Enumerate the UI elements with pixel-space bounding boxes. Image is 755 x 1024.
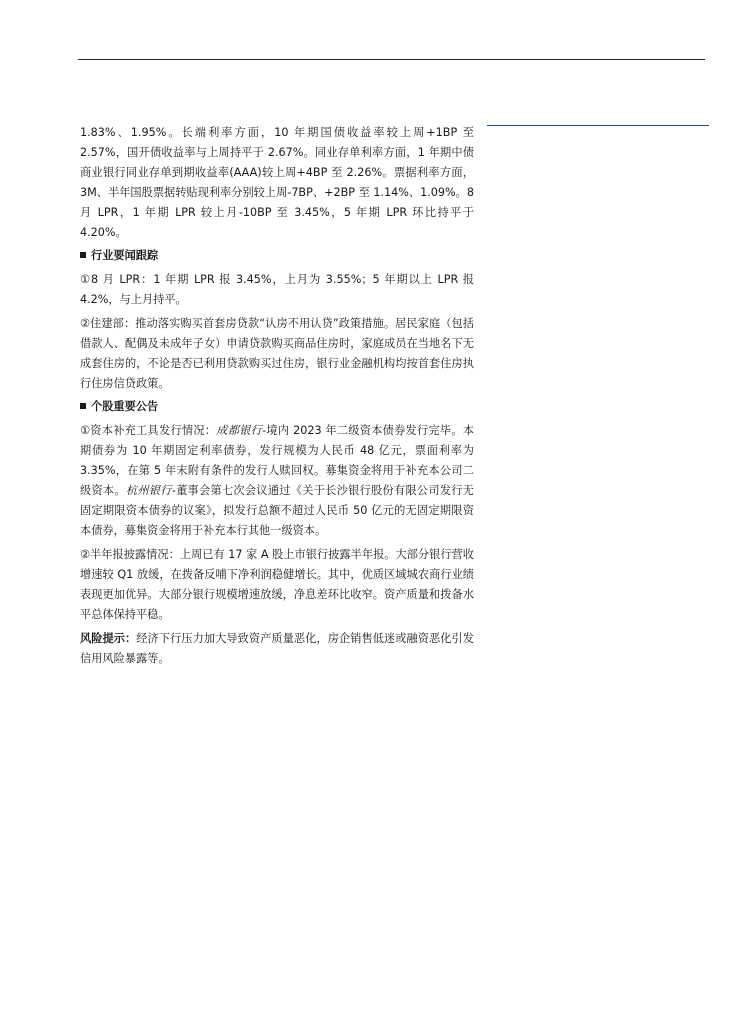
stock-announcement-item-1	[80, 421, 474, 541]
industry-news-item-2: ②住建部：推动落实购买首套房贷款“认房不用认贷”政策措施。居民家庭（包括借款人、配偶及未成年子女）申请贷款购买商品住房时，家庭成员在当地名下无成套住房的，不论是否已利用贷款购买过住房，银行业金融机构均按首套住房执行住房信贷政策。	[80, 317, 474, 390]
square-bullet-icon	[80, 252, 86, 258]
industry-news-heading-text: 行业要闻跟踪	[91, 249, 159, 262]
bank-name-chengdu: 成都银行-	[216, 424, 267, 437]
stock-announcement-item-2: ②半年报披露情况：上周已有 17 家 A 股上市银行披露半年报。大部分银行营收增速较 Q1 放缓，在拨备反哺下净利润稳健增长。其中，优质区域城农商行业绩表现更加优异。大部分银行规模增速放缓，净息差环比收窄。资产质量和拨备水平总体保持平稳。	[80, 548, 474, 621]
bank-name-hangzhou: 杭州银行-	[125, 484, 176, 497]
risk-warning	[80, 629, 474, 669]
stock-announcements-heading	[80, 397, 474, 417]
industry-news-item-1: ①8 月 LPR：1 年期 LPR 报 3.45%，上月为 3.55%；5 年期以上 LPR 报 4.2%，与上月持平。	[80, 273, 474, 306]
capital-tool-prefix: ①资本补充工具发行情况：	[80, 424, 217, 437]
report-body	[80, 123, 474, 672]
hangzhou-bank-text: 董事会第七次会议通过《关于长沙银行股份有限公司发行无固定期限资本债券的议案》，拟发行总额不超过人民币 50 亿元的无固定期限资本债券，募集资金将用于补充本行其他一级资本。	[80, 484, 474, 537]
rates-paragraph: 1.83%、1.95%。长端利率方面，10 年期国债收益率较上周+1BP 至 2.57%，国开债收益率与上周持平于 2.67%。同业存单利率方面，1 年期中债商业银行同业存单到期收益率(AAA)较上周+4BP 至 2.26%。票据利率方面，3M、半年国股票据转贴现利率分别较上周-7BP、+2BP 至 1.14%、1.09%。8 月 LPR，1 年期 LPR 较上月-10BP 至 3.45%，5 年期 LPR 环比持平于 4.20%。	[80, 126, 474, 239]
chengdu-bank-text: 境内 2023 年二级资本债券发行完毕。本期债券为 10 年期固定利率债券，发行规模为人民币 48 亿元，票面利率为 3.35%，在第 5 年末附有条件的发行人赎回权。募集资金将用于补充本公司二级资本。	[80, 424, 474, 497]
header-rule	[78, 59, 705, 60]
industry-news-heading	[80, 246, 474, 266]
risk-warning-text: 经济下行压力加大导致资产质量恶化，房企销售低迷或融资恶化引发信用风险暴露等。	[80, 632, 474, 665]
risk-warning-label: 风险提示：	[80, 632, 137, 645]
square-bullet-icon	[80, 403, 86, 409]
stock-announcements-heading-text: 个股重要公告	[91, 400, 159, 413]
sidebar-rule	[487, 125, 709, 126]
